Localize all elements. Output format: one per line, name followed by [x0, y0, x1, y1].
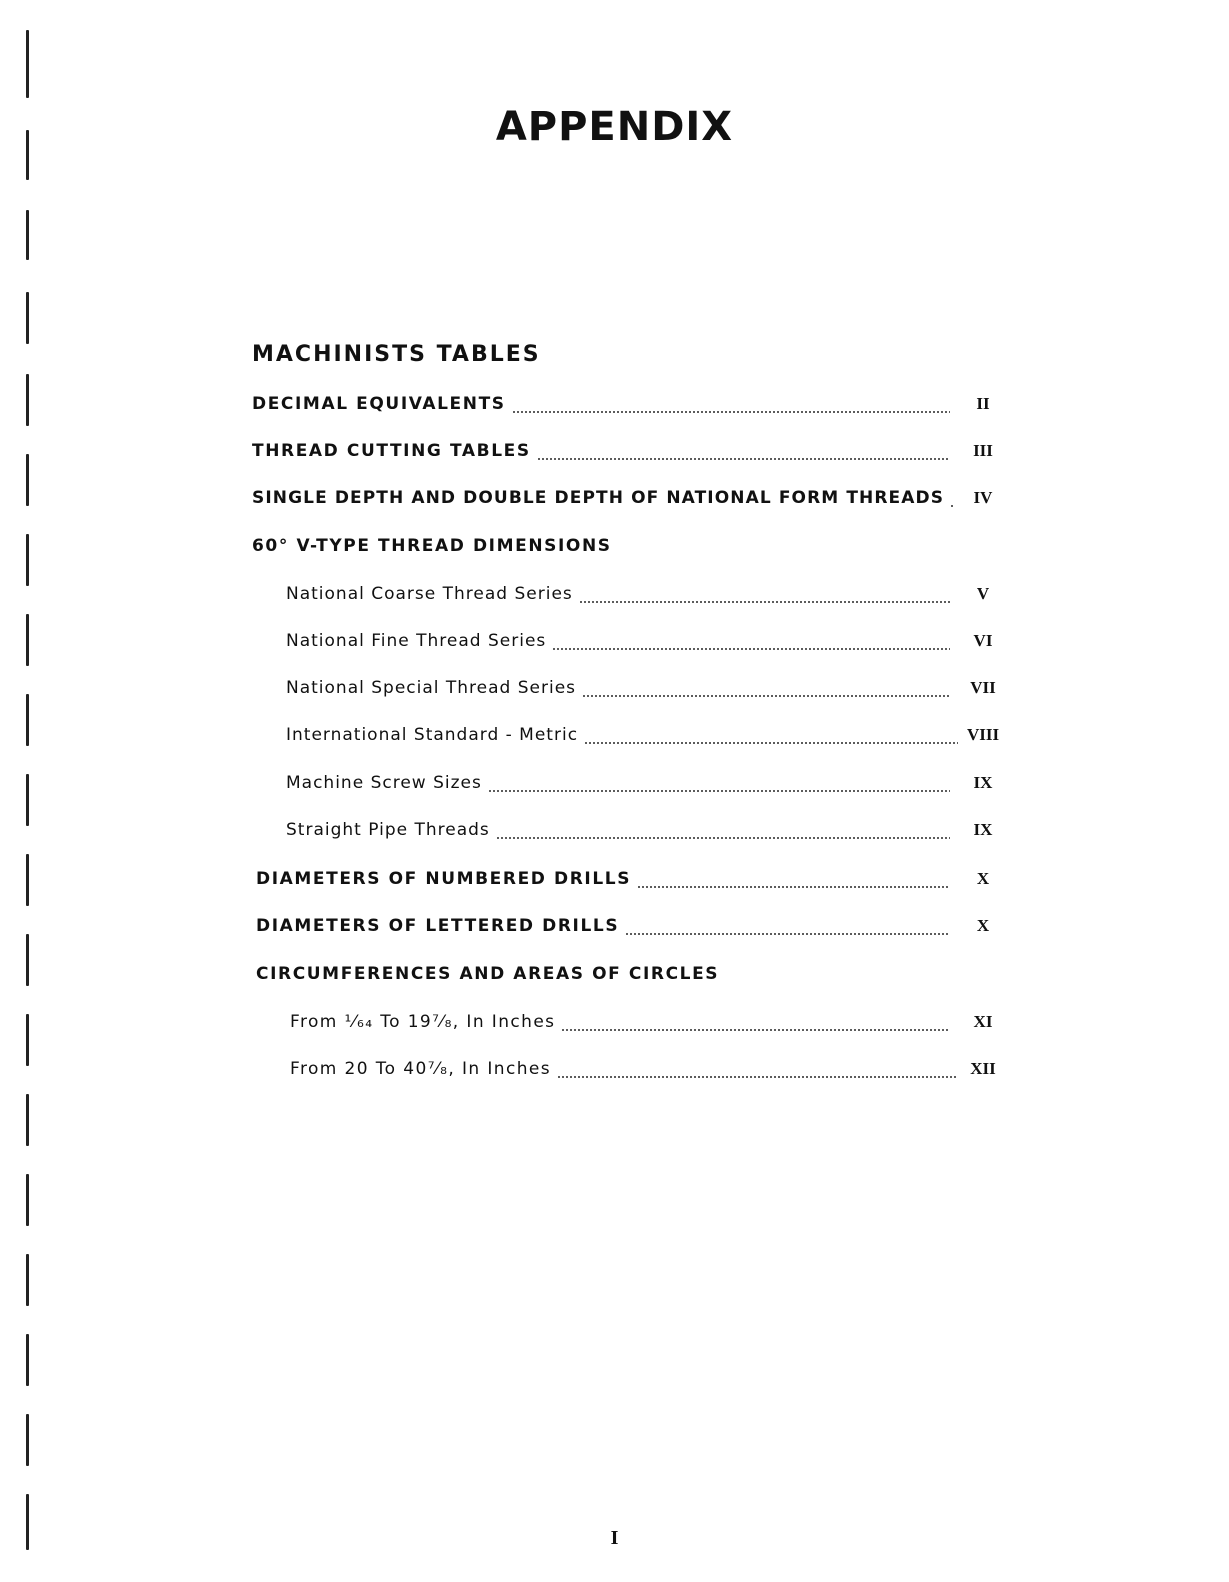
toc-label: Straight Pipe Threads	[286, 820, 490, 840]
toc-page-number: IX	[973, 773, 993, 792]
toc-page-number: XII	[970, 1059, 996, 1078]
leader-dots	[582, 694, 950, 698]
toc-label: SINGLE DEPTH AND DOUBLE DEPTH OF NATIONAL FORM THREADS	[252, 488, 945, 508]
toc-entry-single-double-depth[interactable]	[252, 488, 1002, 514]
leader-dots	[496, 836, 950, 840]
toc-entry-machine-screw-sizes[interactable]	[286, 773, 1002, 799]
toc-label: From ¹⁄₆₄ To 19⁷⁄₈, In Inches	[290, 1012, 556, 1032]
toc-label: 60° V-TYPE THREAD DIMENSIONS	[252, 536, 612, 556]
leader-dots	[557, 1075, 958, 1079]
toc-label: THREAD CUTTING TABLES	[252, 441, 531, 461]
toc-page-number: X	[976, 869, 990, 888]
toc-entry-international-metric[interactable]	[286, 725, 1002, 751]
toc-entry-decimal-equivalents[interactable]	[252, 394, 1002, 420]
leader-dots	[512, 410, 950, 414]
toc-page-number: VII	[970, 678, 996, 697]
leader-dots	[625, 932, 950, 936]
page-number: I	[610, 1527, 619, 1549]
toc-page-number: II	[976, 394, 990, 413]
toc-entry-national-special[interactable]	[286, 678, 1002, 704]
toc-label: DIAMETERS OF NUMBERED DRILLS	[256, 869, 632, 889]
toc-page-number: V	[976, 584, 990, 603]
leader-dots	[637, 885, 950, 889]
toc-label: From 20 To 40⁷⁄₈, In Inches	[290, 1059, 551, 1079]
toc-entry-straight-pipe-threads[interactable]	[286, 820, 1002, 846]
leader-dots	[537, 457, 950, 461]
toc-page-number: VI	[973, 631, 993, 650]
toc-label: DIAMETERS OF LETTERED DRILLS	[256, 916, 620, 936]
toc-label: National Special Thread Series	[286, 678, 577, 698]
leader-dots	[552, 647, 950, 651]
toc-page-number: VIII	[966, 725, 1000, 744]
binding-holes	[22, 30, 36, 1560]
toc-page-number: IX	[973, 820, 993, 839]
toc-page-number: XI	[973, 1012, 993, 1031]
section-heading: MACHINISTS TABLES	[252, 342, 541, 367]
toc-label: International Standard - Metric	[286, 725, 579, 745]
toc-label: CIRCUMFERENCES AND AREAS OF CIRCLES	[256, 964, 720, 984]
toc-label: DECIMAL EQUIVALENTS	[252, 394, 506, 414]
toc-entry-lettered-drills[interactable]	[252, 916, 1002, 942]
toc-page-number: IV	[973, 488, 993, 507]
toc-entry-circumferences-areas[interactable]	[252, 964, 1002, 990]
toc-entry-numbered-drills[interactable]	[252, 869, 1002, 895]
toc-entry-60-v-type-thread-dimensions[interactable]	[252, 536, 1002, 562]
toc-entry-from-1-64-to-19-7-8[interactable]	[290, 1012, 1002, 1038]
page-title: APPENDIX	[495, 104, 734, 150]
leader-dots	[561, 1028, 950, 1032]
toc-entry-national-fine[interactable]	[286, 631, 1002, 657]
toc-label: National Fine Thread Series	[286, 631, 547, 651]
toc-page-number: III	[973, 441, 993, 460]
leader-dots	[584, 741, 958, 745]
toc-entry-from-20-to-40-7-8[interactable]	[290, 1059, 1002, 1085]
toc-label: Machine Screw Sizes	[286, 773, 482, 793]
leader-dots	[950, 504, 954, 508]
leader-dots	[579, 600, 950, 604]
toc-entry-thread-cutting-tables[interactable]	[252, 441, 1002, 467]
toc-label: National Coarse Thread Series	[286, 584, 573, 604]
leader-dots	[488, 789, 950, 793]
toc-page-number: X	[976, 916, 990, 935]
toc-entry-national-coarse[interactable]	[286, 584, 1002, 610]
